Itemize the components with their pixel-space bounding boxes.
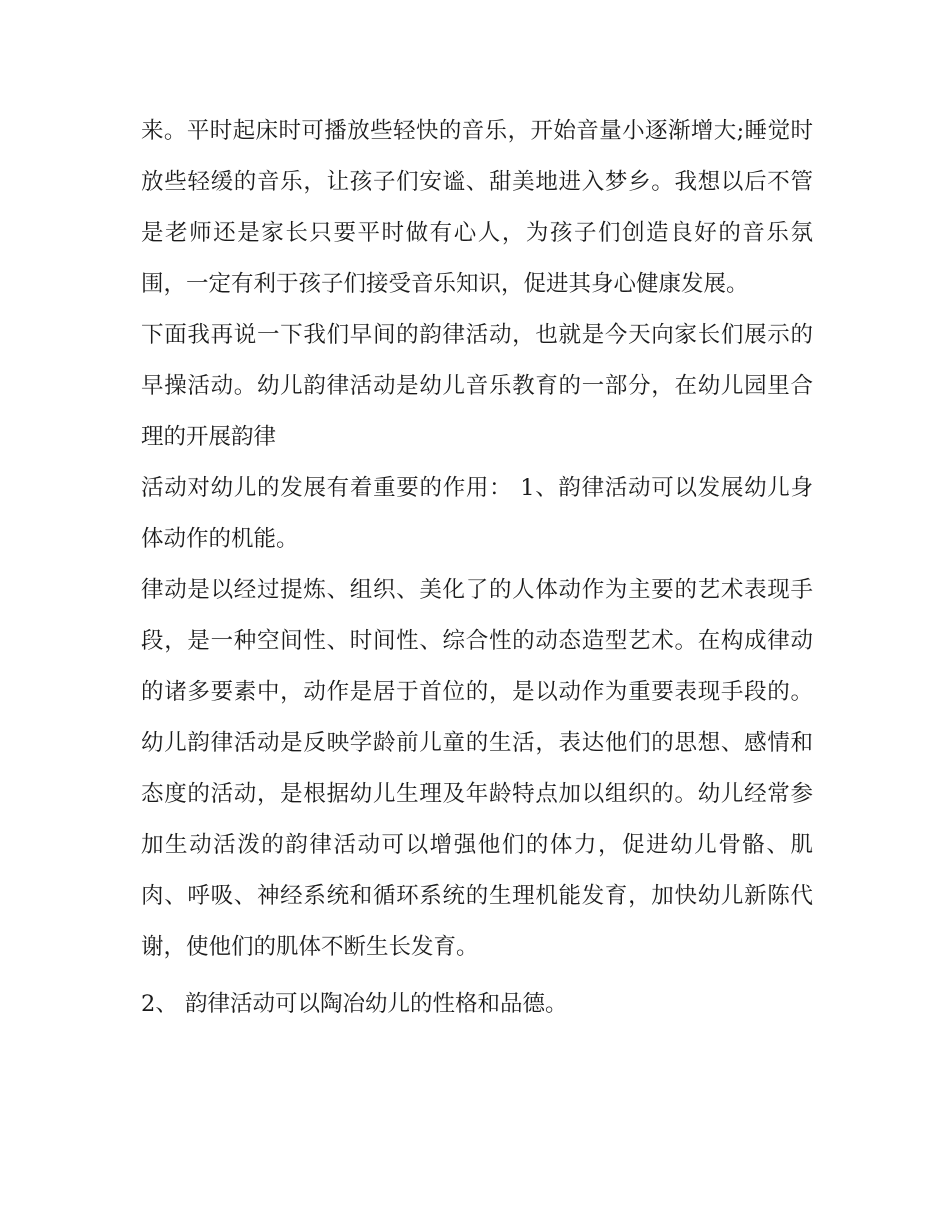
- paragraph-rhythm-movement: 律动是以经过提炼、组织、美化了的人体动作为主要的艺术表现手段，是一种空间性、时间性、综合性的动态造型艺术。在构成律动的诸多要素中，动作是居于首位的，是以动作为重要表现手段的。幼儿韵律活动是反映学龄前儿童的生活，表达他们的思想、感情和态度的活动，是根据幼儿生理及年龄特点加以组织的。幼儿经常参加生动活泼的韵律活动可以增强他们的体力，促进幼儿骨骼、肌肉、呼吸、神经系统和循环系统的生理机能发育，加快幼儿新陈代谢，使他们的肌体不断生长发育。: [141, 577, 813, 960]
- paragraph-rhythm-role: 活动对幼儿的发展有着重要的作用： 1、韵律活动可以发展幼儿身体动作的机能。: [141, 475, 813, 552]
- paragraph-point-two: 2、 韵律活动可以陶冶幼儿的性格和品德。: [141, 991, 568, 1017]
- document-body: [141, 106, 813, 1030]
- paragraph-music-environment: 来。平时起床时可播放些轻快的音乐，开始音量小逐渐增大;睡觉时放些轻缓的音乐，让孩子们安谧、甜美地进入梦乡。我想以后不管是老师还是家长只要平时做有心人，为孩子们创造良好的音乐氛围，一定有利于孩子们接受音乐知识，促进其身心健康发展。: [141, 118, 813, 297]
- paragraph-rhythm-intro: 下面我再说一下我们早间的韵律活动，也就是今天向家长们展示的早操活动。幼儿韵律活动是幼儿音乐教育的一部分，在幼儿园里合理的开展韵律: [141, 322, 813, 450]
